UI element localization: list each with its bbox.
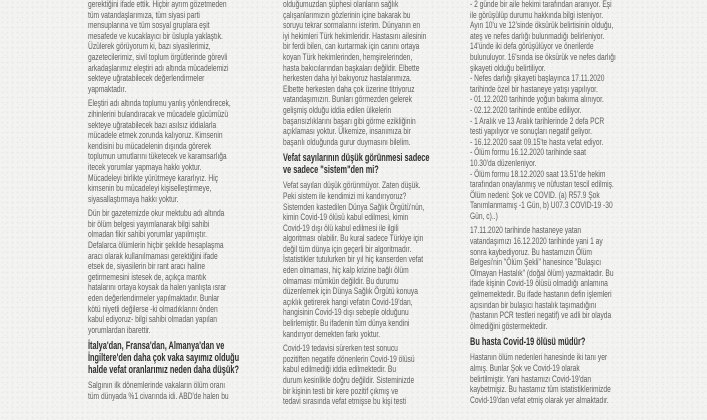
text-line: açıklaması yoktur. Ülkemize, insanımıza bir <box>283 126 411 138</box>
text-line: etsek de, siyasilerin bir rant aracı haline <box>88 261 206 273</box>
text-line: bir ferdi bilen, can kurtarmak için canını ortaya <box>283 41 420 53</box>
text-line: Salgının ilk dönemlerinde vakaların ölüm oranı <box>88 380 226 392</box>
text-line: şikayeti olduğu belirtiliyor. <box>470 62 546 74</box>
text-line: Üzülerek görüyorum ki, bazı siyasilerimiz, <box>88 41 211 53</box>
text-line: bir ölüm belgesi yayımlanarak bilgi sahibi <box>88 218 210 230</box>
text-line: düzenlemek için Dünya Sağlık Örgütü konuya <box>283 286 418 298</box>
text-line: mensuplarına ve tüm sosyal gruplara eşit <box>88 20 210 32</box>
text-line: Covid-19'dan vefat etmiş olarak yer almaktadır. <box>470 394 609 406</box>
text-line: kötü niyetli değilerse -ki olmadıklarını önden <box>88 303 218 315</box>
heading-line: Bu hasta Covid-19 ölüsü müdür? <box>470 336 586 349</box>
text-line: Sistemden kastedilen Dünya Sağlık Örgütü'nün, <box>283 201 425 213</box>
heading-line: Vefat sayılarının düşük görünmesi sadece <box>283 152 430 165</box>
text-line: - Nefes darlığı şikayeti başlayınca 17.11.2020 <box>470 73 605 85</box>
text-line: 10.30'da düzenleniyor. <box>470 157 537 169</box>
paragraph <box>470 353 633 406</box>
text-line: olmaması mümkün değildir. Bu durumu <box>283 275 399 287</box>
text-line: ifade kişinin Covid-19 ölüsü olmadığı anlamına <box>470 278 608 290</box>
text-line: bulunuluyor. 16'sında ise öksürük ve nefes darlığı <box>470 51 616 63</box>
text-line: Vefat sayıları düşük görünmüyor. Zaten düşük. <box>283 180 421 192</box>
text-line: - 16.12.2020 saat 09.15'te hasta vefat ediyor. <box>470 136 604 148</box>
text-line: (hastanın PCR testleri negatif) ve adli bir olayda <box>470 310 612 322</box>
text-line: - Ölüm formu 18.12.2020 saat 13.51'de hekim <box>470 168 606 180</box>
text-line: kabul ediyoruz- bilgi sahibi olmadan yapılan <box>88 314 217 326</box>
paragraph <box>283 181 446 340</box>
text-line: Covid-19 dışı ölü kabul edilmesi ile ilgili <box>283 222 399 234</box>
text-line: Mücadeleyi birlikte yürütmeye kararlıyız. Hiç <box>88 172 219 184</box>
text-line: Dün bir gazetemizde okur mektubu adı altında <box>88 208 225 220</box>
text-line: gerektiğini ifade ettik. Hiçbir ayrım gözetmeden <box>88 0 227 10</box>
text-line: ateş ve nefes darlığı bulunmadığı belirleniyor. <box>470 30 605 42</box>
text-line: çalışanlarımızın gözlerinin içine bakarak bu <box>283 9 411 21</box>
paragraph <box>470 0 633 222</box>
text-line: ölmediğini göstermektedir. <box>470 320 548 332</box>
article-column-1 <box>88 0 251 420</box>
text-line: gelişmiş olduğu iddia edilen ülkelerin <box>283 104 392 116</box>
text-line: kaybetmişiz. Bu hastamız tüm istatistiklerimizde <box>470 384 611 396</box>
text-line: vatandaşımızı 16.12.2020 tarihinde yani 1 ay <box>470 236 603 248</box>
text-line: iyi hekimleri Türk hekimleridir. Hastasını ailesinin <box>283 30 427 42</box>
text-line: algoritması olabilir. Bu kural sadece Türkiye için <box>283 233 424 245</box>
text-line: İstatistikler tutulurken bir yıl hiç kanserden vefat <box>283 254 424 266</box>
text-line: olduğumuzdan şüphesi olanların sağlık <box>283 0 399 10</box>
text-line: gelmemektedir. Bu ifade hastanın defin işlemleri <box>470 289 612 301</box>
text-line: eden değerlendirmeler yapılmaktadır. Bunlar <box>88 293 220 305</box>
text-line: - 1 Aralık ve 13 Aralık tarihlerinde 2 defa PCR <box>470 115 605 127</box>
section-heading <box>283 152 446 176</box>
text-line: açıklık getirerek hangi vefatın Covid-19'dan, <box>283 296 413 308</box>
paragraph <box>88 0 251 95</box>
text-line: kimin Covid-19 ölüsü kabul edilmesi, kimin <box>283 212 409 224</box>
text-line: belirtilmiştir. Yani hastamızı Covid-19'dan <box>470 373 592 385</box>
text-line: gazetecilerimiz, sivil toplum örgütlerinde görevli <box>88 51 228 63</box>
text-line: bir kişinin testi bir kere pozitif çıkmış ve <box>283 385 399 397</box>
text-line: açısından bir bulaşıcı hastalık taşımadığını <box>470 299 597 311</box>
text-line: almış. Bunlar Şok ve Covid-19 olarak <box>470 363 580 374</box>
text-line: herkesten daha iyi bakıyoruz hastalarımıza. <box>283 73 412 85</box>
text-line: hatalarını ortaya koysak da halen yanlışta ısrar <box>88 282 227 294</box>
text-line: mesafede ve kucaklayıcı bir üslupla yaklaştık. <box>88 30 223 42</box>
text-line: mücadele etmek zorunda kalıyoruz. Kimsenin <box>88 130 223 142</box>
text-line: durum kesinlikle doğru değildir. Sisteminizde <box>283 375 415 386</box>
paragraph <box>283 0 446 148</box>
text-line: Peki sistem ile kendimizi mi kandırıyoruz? <box>283 190 407 202</box>
text-line: Tanımlanmamış -1 Gün, b) U07.3 COVID-19 -30 <box>470 200 613 212</box>
text-line: tedavi sırasında vefat etmişse bu kişi testi <box>283 396 407 408</box>
text-line: sonra kaybediyoruz. Bu hastamızın Ölüm <box>470 246 592 258</box>
paragraph <box>88 99 251 205</box>
text-line: Elbette herkesten daha çok üzerine titriyoruz <box>283 83 415 95</box>
text-line: 17.11.2020 tarihinde hastaneye yatan <box>470 225 582 237</box>
text-line: eden olmaması, hiç kalp krizine bağlı ölüm <box>283 265 409 277</box>
text-line: koyan Türk hekimlerinden, hemşirelerinden, <box>283 51 413 63</box>
text-line: Eleştiri adı altında toplumu yanlış yönlendirecek, <box>88 98 231 110</box>
text-line: başarılı olduğunda gurur duymasını bilelim. <box>283 136 411 148</box>
text-line: tüm dünyada %1 civarında idi. ABD'de halen bu <box>88 391 229 402</box>
text-line: Ölüm nedeni: Şok ve COVID. (a) R57.9 Şok <box>470 189 600 201</box>
text-line: belirlemiştir. Bu ifadenin tüm dünya kendini <box>283 318 410 330</box>
text-line: başarısızlıklarını başarı gibi görme ezikliğinin <box>283 115 416 127</box>
text-line: tarihinde özel bir hastaneye yatışı yapılıyor. <box>470 83 598 95</box>
text-line: Hastanın ölüm nedenleri hanesinde iki tanı yer <box>470 352 608 364</box>
text-line: tüm vatandaşlarımıza, tüm siyasi parti <box>88 9 200 21</box>
text-line: kendisini bu mücadelenin dışında görerek <box>88 140 212 152</box>
article-column-3 <box>470 0 633 420</box>
text-line: toplumun umutlarını tüketecek ve karamsarlığa <box>88 151 227 163</box>
text-line: hasta bakıcılarından başkaları değildir. Elbette <box>283 62 420 74</box>
text-line: - Ölüm formu 16.12.2020 tarihinde saat <box>470 147 587 159</box>
text-line: Covid-19 tedavisi sürerken test sonucu <box>283 343 398 355</box>
text-line: pozitiften negatife dönenlerin Covid-19 ölüsü <box>283 353 415 365</box>
text-line: Ayın 10'u ve 12'sinde öksürük belirtisinin olduğu, <box>470 20 614 32</box>
text-line: soruyu tekrar sormalarını isterim. Dünyanın en <box>283 20 421 32</box>
text-line: getirmemesini istesek de, açıkça mantık <box>88 271 207 283</box>
heading-line: halde vefat oranlarımız neden daha düşük? <box>88 364 239 377</box>
heading-line: İtalya'dan, Fransa'dan, Almanya'dan ve <box>88 340 225 353</box>
text-line: Olmayan Hastalık" (doğal ölüm) yazmaktadır. Bu <box>470 267 614 279</box>
text-line: kimsenin bu mücadeleyi kişiselleştirmeye, <box>88 183 212 195</box>
text-line: ile görüşülüp durumu hakkında bilgi isteniyor. <box>470 9 604 21</box>
text-line: siyasallaştırmaya hakkı yoktur. <box>88 193 179 205</box>
text-line: vatandaşımızın. Bunları görmezden gelerek <box>283 94 412 106</box>
text-line: sekteye uğratabilecek bazı asılsız iddialarla <box>88 119 217 131</box>
text-line: olmadan fikir sahibi yorumlar yapılmıştır. <box>88 229 207 241</box>
text-line: Defalarca ölümlerin hiçbir şekilde hesaplaşma <box>88 240 224 252</box>
text-line: hangisinin Covid-19 dışı sebeple olduğunu <box>283 307 409 319</box>
text-line: yorumlardan ibarettir. <box>88 324 151 336</box>
paragraph <box>88 381 251 402</box>
text-line: 14'ünde iki defa görüşülüyor ve önerilerde <box>470 41 594 53</box>
text-line: - 01.12.2020 tarihinde yoğun bakıma alınıyor. <box>470 94 604 106</box>
text-line: arkadaşlarımız eleştiri adı altında mücadelemizi <box>88 62 229 74</box>
text-line: itecek yorumlar yapmaya hakkı yoktur. <box>88 161 202 173</box>
paragraph <box>470 226 633 332</box>
heading-line: İngiltere'den daha çok vaka sayımız olduğu <box>88 352 240 365</box>
text-line: Belgesi'nin "Ölüm Şekli" hanesince "Bulaşıcı <box>470 257 602 269</box>
paragraph <box>283 344 446 408</box>
text-line: kabul edilmediği iddia edilmektedir. Bu <box>283 364 397 376</box>
article-column-2 <box>283 0 446 420</box>
section-heading <box>88 340 251 376</box>
section-heading <box>470 336 633 348</box>
text-line: değil tüm dünya için geçerli bir algoritmadır. <box>283 243 412 255</box>
text-line: - 2 günde bir aile hekimi tarafından aranıyor. Eşi <box>470 0 612 10</box>
text-line: kandırıyor demekten farkı yoktur. <box>283 328 381 340</box>
text-line: aracı olarak kullanılmaması gerektiğini ifade <box>88 250 218 262</box>
text-line: sekteye uğratabilecek değerlendirmeler <box>88 73 205 85</box>
text-line: tarafından onaylanmış ve nüfustan tescil edilmiş. <box>470 179 614 191</box>
heading-line: ve sadece "sistem"den mi? <box>283 164 379 177</box>
text-line: - 02.12.2020 tarihinde entübe ediliyor. <box>470 104 582 116</box>
text-line: testi yapılıyor ve sonuçları negatif geliyor. <box>470 126 592 138</box>
paragraph <box>88 209 251 336</box>
text-line: zihinlerini bulandıracak ve mücadele gücümüzü <box>88 108 229 120</box>
text-line: yapmaktadır. <box>88 83 127 95</box>
text-line: Gün, c)..) <box>470 210 498 222</box>
